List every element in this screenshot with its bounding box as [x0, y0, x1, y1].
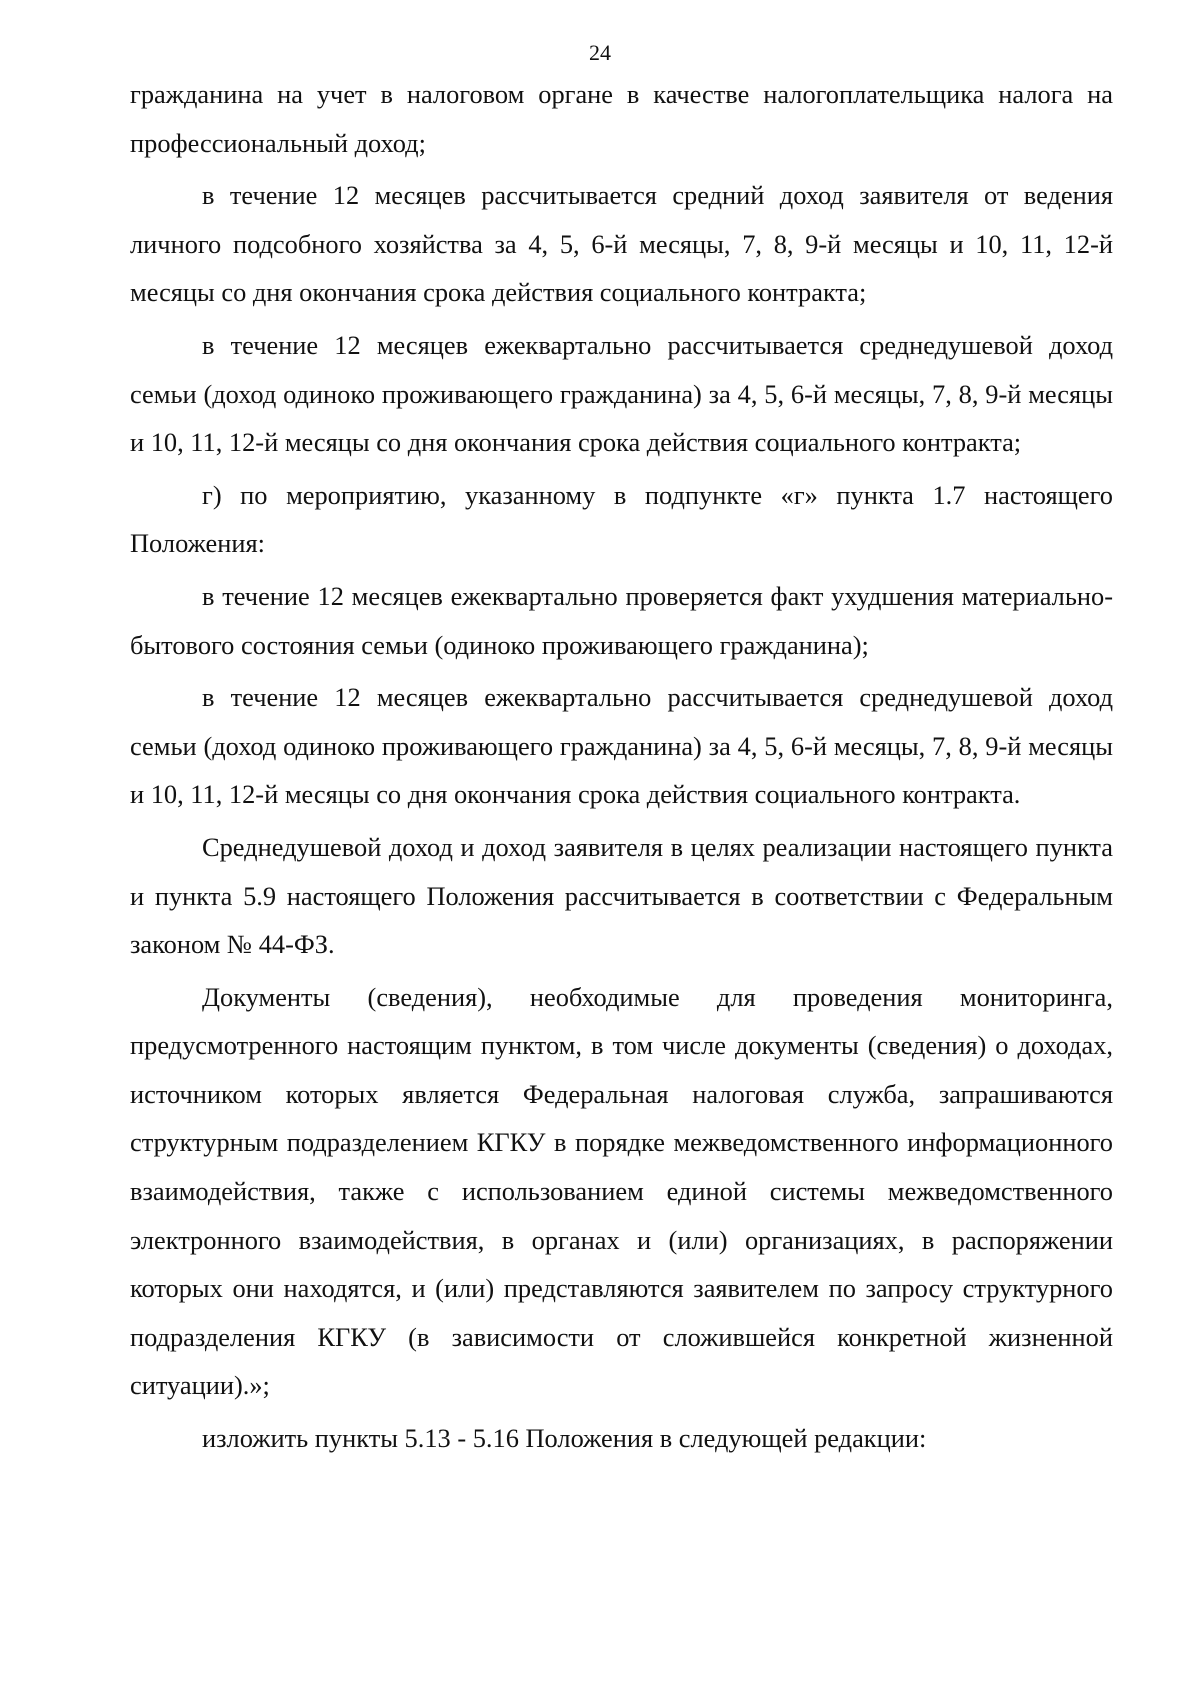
- paragraph-subpoint-g: г) по мероприятию, указанному в подпункте «г» пункта 1.7 настоящего Положения:: [130, 479, 1113, 559]
- page-number: 24: [589, 40, 611, 65]
- paragraph-amend-points: изложить пункты 5.13 - 5.16 Положения в следующей редакции:: [202, 1423, 927, 1454]
- paragraph-living-conditions-check: в течение 12 месяцев ежеквартально проверяется факт ухудшения материально-бытового состояния семьи (одиноко проживающего гражданина);: [130, 580, 1113, 660]
- paragraph-documents-request: Документы (сведения), необходимые для проведения мониторинга, предусмотренного настоящим пунктом, в том числе документы (сведения) о доходах, источником которых является Федеральная налоговая служба, запрашиваются структурным подразделением КГКУ в порядке межведомственного информационного взаимодействия, также с использованием единой системы межведомственного электронного взаимодействия, в органах и (или) организациях, в распоряжении которых они находятся, и (или) представляются заявителем по запросу структурного подразделения КГКУ (в зависимости от сложившейся конкретной жизненной ситуации).»;: [130, 981, 1113, 1401]
- paragraph-per-capita-income-2: в течение 12 месяцев ежеквартально рассчитывается среднедушевой доход семьи (доход одиноко проживающего гражданина) за 4, 5, 6-й месяцы, 7, 8, 9-й месяцы и 10, 11, 12-й месяцы со дня окончания срока действия социального контракта.: [130, 682, 1113, 810]
- paragraph-per-capita-income-1: в течение 12 месяцев ежеквартально рассчитывается среднедушевой доход семьи (доход одиноко проживающего гражданина) за 4, 5, 6-й месяцы, 7, 8, 9-й месяцы и 10, 11, 12-й месяцы со дня окончания срока действия социального контракта;: [130, 329, 1113, 458]
- paragraph-personal-farm-income: в течение 12 месяцев рассчитывается средний доход заявителя от ведения личного подсобного хозяйства за 4, 5, 6-й месяцы, 7, 8, 9-й месяцы и 10, 11, 12-й месяцы со дня окончания срока действия социального контракта;: [130, 180, 1113, 308]
- document-body: [130, 70, 1113, 1467]
- paragraph-income-calculation: Среднедушевой доход и доход заявителя в целях реализации настоящего пункта и пункта 5.9 настоящего Положения рассчитывается в соответствии с Федеральным законом № 44-ФЗ.: [130, 831, 1113, 960]
- paragraph-continuation: гражданина на учет в налоговом органе в качестве налогоплательщика налога на профессиональный доход;: [130, 79, 1113, 158]
